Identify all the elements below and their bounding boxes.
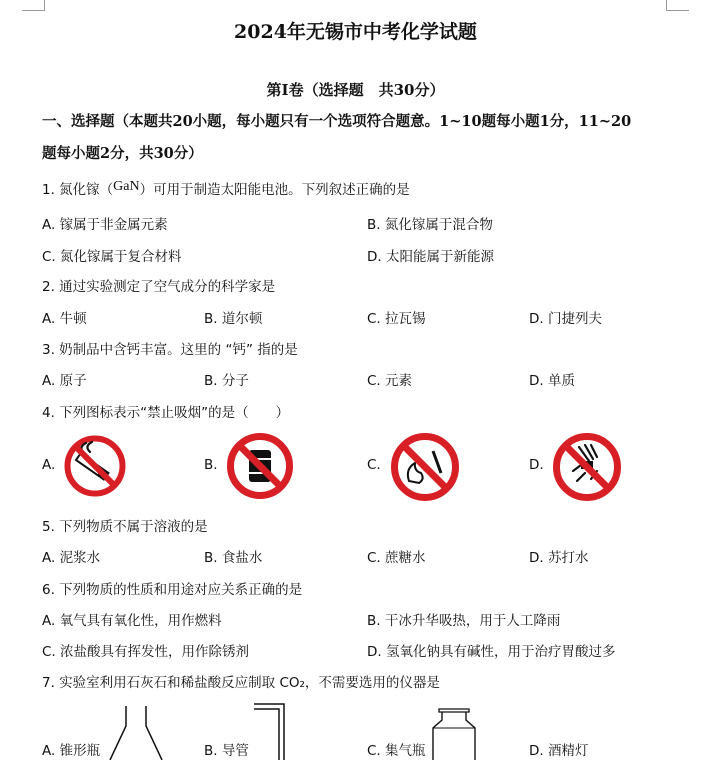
q7-option-b[interactable]: B. 导管: [204, 743, 249, 759]
q3-option-c[interactable]: C. 元素: [367, 373, 413, 389]
question-1: 1. 氮化镓（GaN）可用于制造太阳能电池。下列叙述正确的是: [42, 179, 410, 198]
q4-option-c[interactable]: C.: [367, 457, 381, 473]
no-fuel-barrel-icon[interactable]: [225, 431, 295, 501]
question-4: 4. 下列图标表示“禁止吸烟”的是（ ）: [42, 405, 290, 421]
question-7: 7. 实验室利用石灰石和稀盐酸反应制取 CO₂，不需要选用的仪器是: [42, 675, 440, 691]
q2-option-c[interactable]: C. 拉瓦锡: [367, 311, 426, 327]
q2-option-d[interactable]: D. 门捷列夫: [529, 311, 602, 327]
conical-flask-icon: [108, 706, 164, 760]
q5-option-c[interactable]: C. 蔗糖水: [367, 550, 426, 566]
no-smoking-icon[interactable]: [62, 433, 128, 499]
delivery-tube-icon: [252, 702, 292, 760]
q2-option-a[interactable]: A. 牛顿: [42, 311, 87, 327]
q7-option-c[interactable]: C. 集气瓶: [367, 743, 426, 759]
no-fireworks-icon[interactable]: [551, 431, 623, 503]
q6-option-c[interactable]: C. 浓盐酸具有挥发性，用作除锈剂: [42, 644, 250, 660]
q6-option-d[interactable]: D. 氢氧化钠具有碱性，用于治疗胃酸过多: [367, 644, 616, 660]
question-5: 5. 下列物质不属于溶液的是: [42, 519, 208, 535]
section-heading: 第Ⅰ卷（选择题 共30分）: [266, 81, 445, 99]
instruction-line-2: 题每小题2分，共30分）: [42, 145, 203, 162]
q2-option-b[interactable]: B. 道尔顿: [204, 311, 263, 327]
q3-option-b[interactable]: B. 分子: [204, 373, 249, 389]
question-3: 3. 奶制品中含钙丰富。这里的 “钙” 指的是: [42, 342, 298, 358]
no-open-flame-icon[interactable]: [389, 431, 461, 503]
q1-option-c[interactable]: C. 氮化镓属于复合材料: [42, 249, 182, 265]
q3-option-a[interactable]: A. 原子: [42, 373, 87, 389]
question-6: 6. 下列物质的性质和用途对应关系正确的是: [42, 582, 303, 598]
q4-option-a[interactable]: A.: [42, 457, 56, 473]
gas-jar-icon: [429, 708, 479, 760]
q1-option-a[interactable]: A. 镓属于非金属元素: [42, 217, 168, 233]
q5-option-d[interactable]: D. 苏打水: [529, 550, 589, 566]
page-corner-mark-left: [22, 0, 45, 11]
q7-option-d[interactable]: D. 酒精灯: [529, 743, 589, 759]
q6-option-b[interactable]: B. 干冰升华吸热，用于人工降雨: [367, 613, 561, 629]
q5-option-a[interactable]: A. 泥浆水: [42, 550, 101, 566]
instruction-line-1: 一、选择题（本题共20小题，每小题只有一个选项符合题意。1~10题每小题1分，11~20: [42, 113, 632, 130]
page-title: 2024年无锡市中考化学试题: [234, 21, 477, 43]
question-2: 2. 通过实验测定了空气成分的科学家是: [42, 279, 276, 295]
page-corner-mark-right: [666, 0, 689, 11]
q5-option-b[interactable]: B. 食盐水: [204, 550, 263, 566]
q4-option-b[interactable]: B.: [204, 457, 218, 473]
q4-option-d[interactable]: D.: [529, 457, 544, 473]
q7-option-a[interactable]: A. 锥形瓶: [42, 743, 101, 759]
q3-option-d[interactable]: D. 单质: [529, 373, 575, 389]
formula-gan: GaN: [113, 179, 140, 194]
q1-option-d[interactable]: D. 太阳能属于新能源: [367, 249, 494, 265]
q6-option-a[interactable]: A. 氧气具有氧化性，用作燃料: [42, 613, 222, 629]
q1-option-b[interactable]: B. 氮化镓属于混合物: [367, 217, 493, 233]
